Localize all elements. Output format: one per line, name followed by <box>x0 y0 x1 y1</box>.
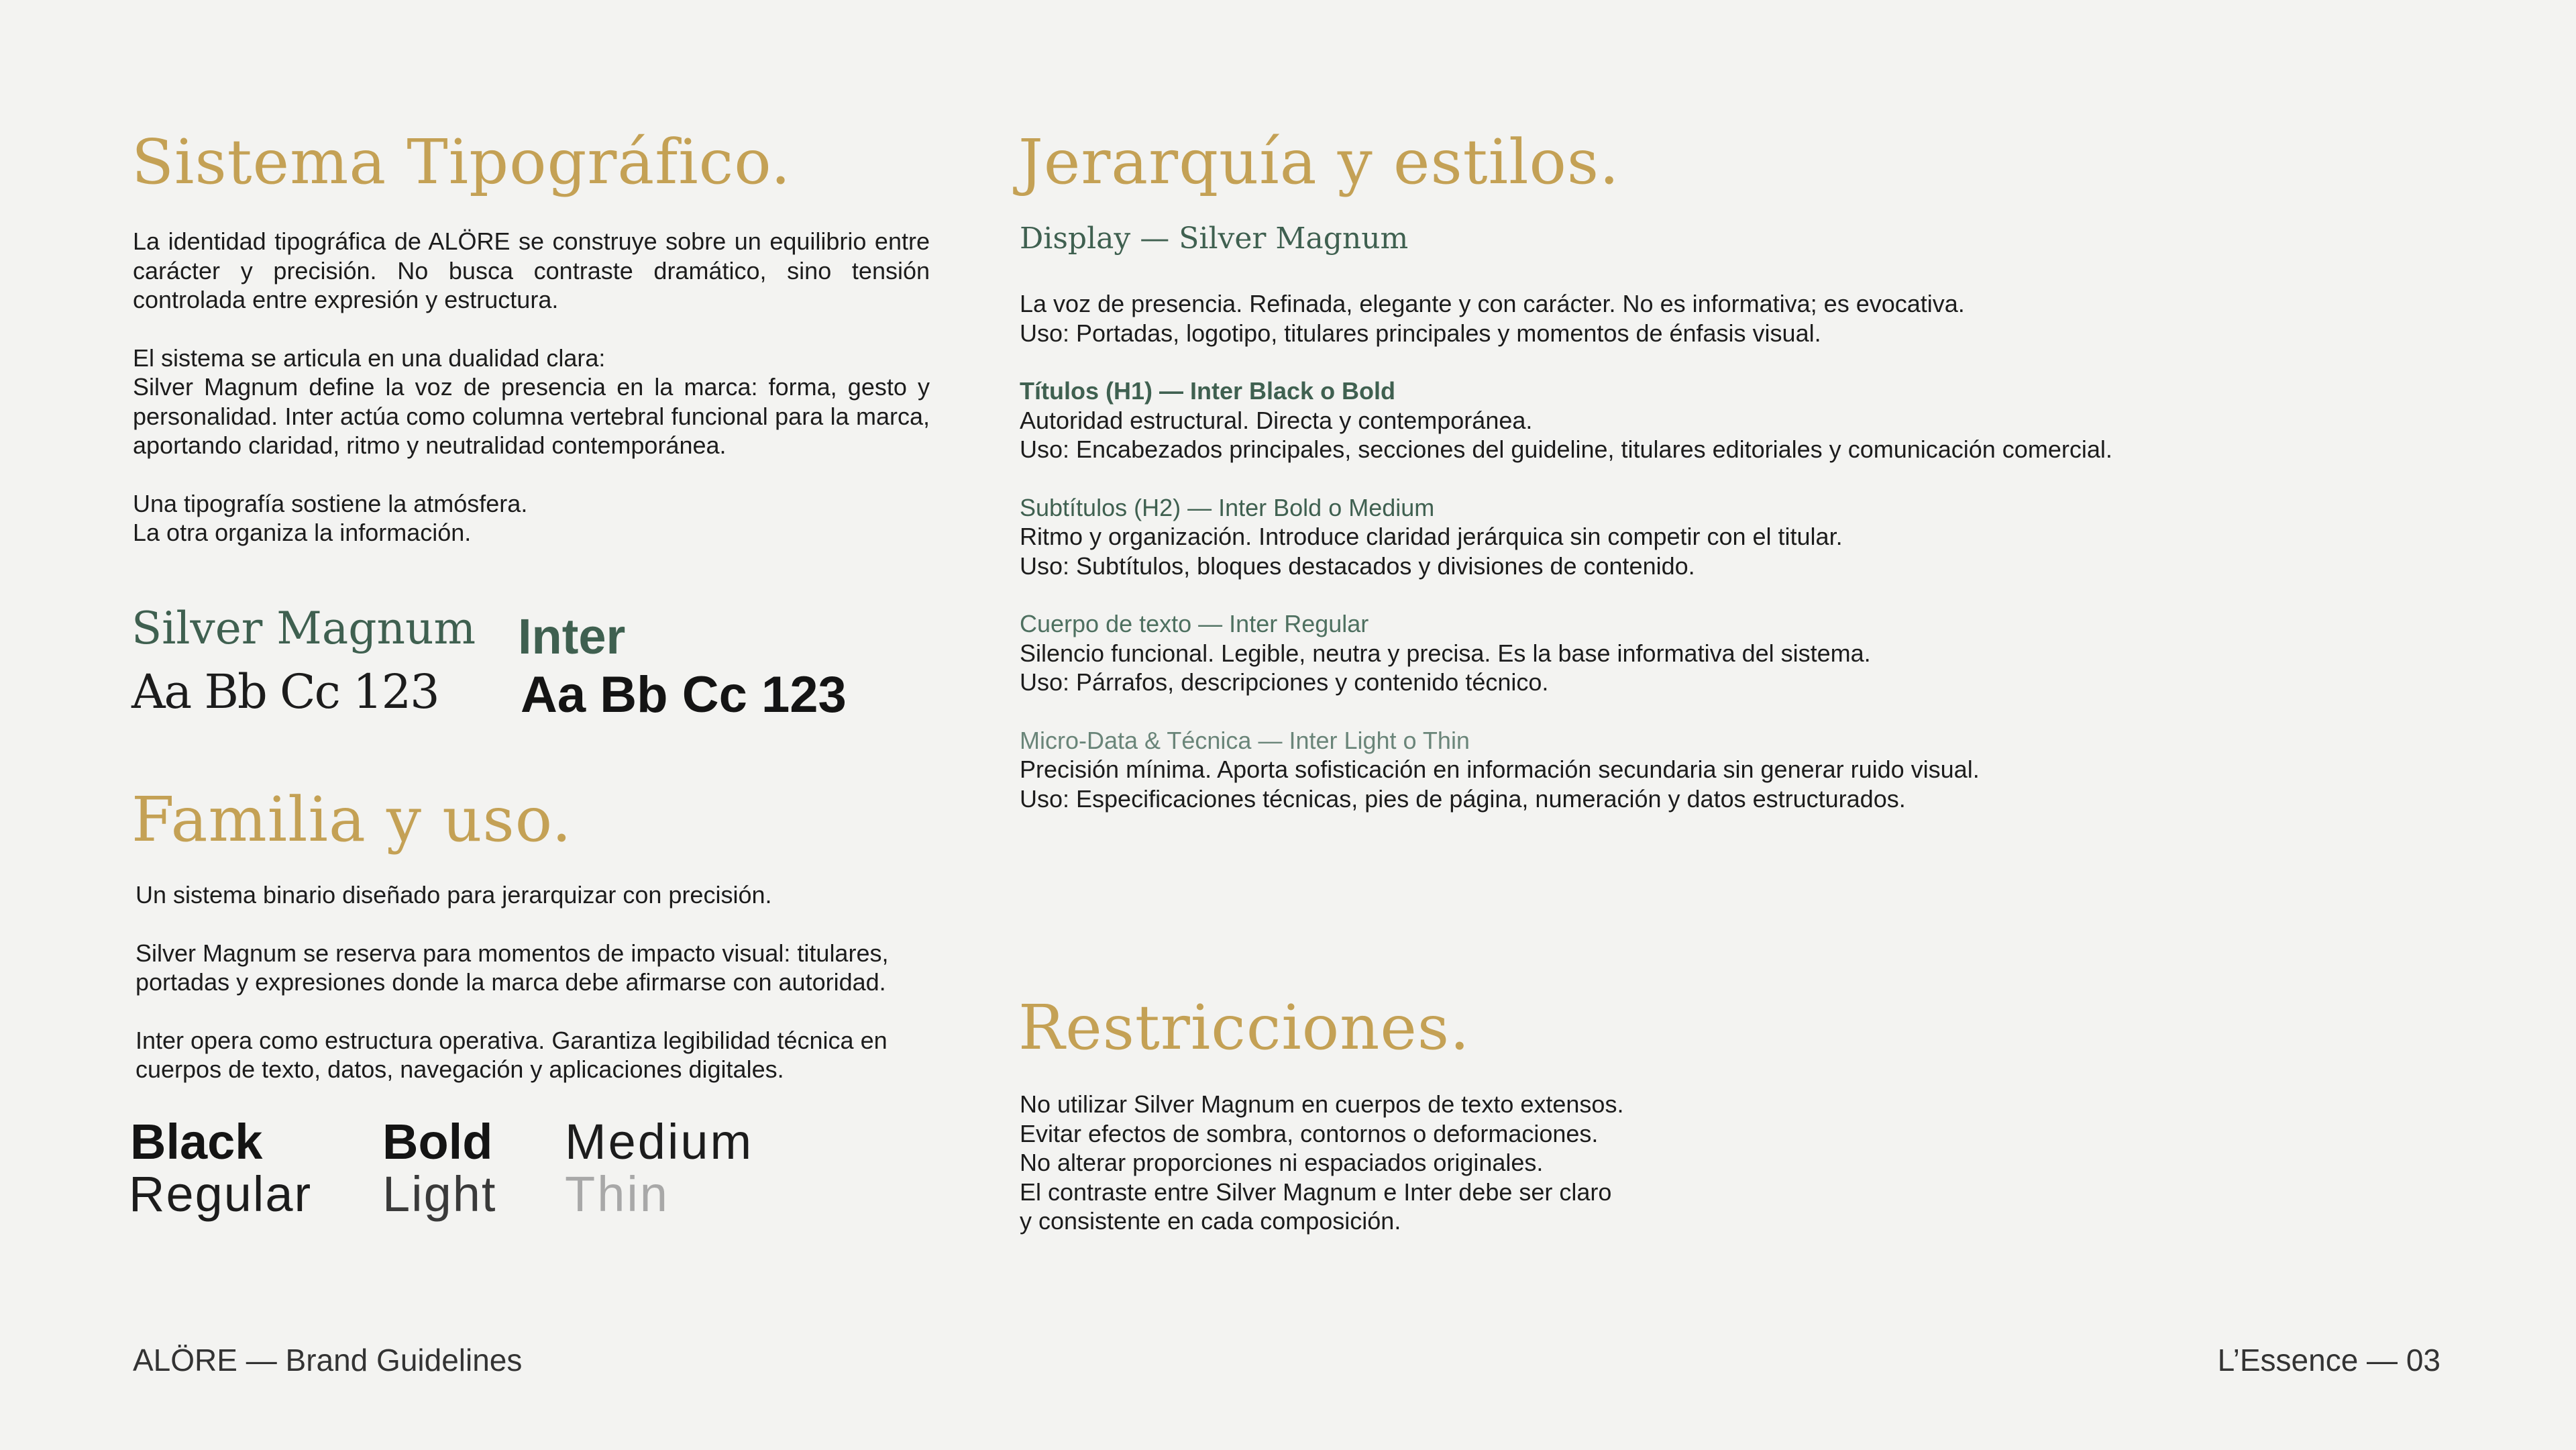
system-heading: Sistema Tipográfico. <box>131 126 792 198</box>
display-style-usage: Uso: Portadas, logotipo, titulares principales y momentos de énfasis visual. <box>1020 319 1821 347</box>
footer-page-number: L’Essence — 03 <box>2217 1343 2440 1378</box>
system-paragraph-3: Silver Magnum define la voz de presencia en la marca: forma, gesto y personalidad. Inter actúa como columna vertebral funcional para la marca, aportando claridad, ritmo y neutralidad contemporánea. <box>133 373 930 459</box>
restriction-4: El contraste entre Silver Magnum e Inter debe ser claro <box>1020 1178 1612 1206</box>
serif-glyph-sample: Aa Bb Cc 123 <box>131 664 439 719</box>
micro-style-desc: Precisión mínima. Aporta sofisticación en información secundaria sin generar ruido visual. <box>1020 756 1980 783</box>
family-paragraph-3a: Inter opera como estructura operativa. Garantiza legibilidad técnica en <box>136 1026 888 1054</box>
body-style-usage: Uso: Párrafos, descripciones y contenido técnico. <box>1020 668 1549 696</box>
family-heading: Familia y uso. <box>131 784 572 856</box>
system-paragraph-5: La otra organiza la información. <box>133 519 472 546</box>
family-description <box>136 880 967 1084</box>
micro-style-usage: Uso: Especificaciones técnicas, pies de página, numeración y datos estructurados. <box>1020 784 1906 813</box>
system-description <box>133 227 930 548</box>
hierarchy-heading: Jerarquía y estilos. <box>1018 126 1620 198</box>
system-paragraph-2: El sistema se articula en una dualidad clara: <box>133 344 606 372</box>
system-paragraph-4: Una tipografía sostiene la atmósfera. <box>133 489 528 517</box>
restriction-3: No alterar proporciones ni espaciados originales. <box>1020 1149 1544 1176</box>
display-style-title: Display — Silver Magnum <box>1020 221 1409 256</box>
family-paragraph-2b: portadas y expresiones donde la marca debe afirmarse con autoridad. <box>136 968 886 996</box>
restriction-2: Evitar efectos de sombra, contornos o deformaciones. <box>1020 1119 1599 1147</box>
sans-font-name: Inter <box>518 609 626 664</box>
family-paragraph-1: Un sistema binario diseñado para jerarquizar con precisión. <box>136 881 772 909</box>
restrictions-list <box>1020 1090 1959 1236</box>
sans-glyph-sample: Aa Bb Cc 123 <box>521 666 847 723</box>
h1-style-desc: Autoridad estructural. Directa y contemporánea. <box>1020 406 1533 434</box>
display-style-desc: La voz de presencia. Refinada, elegante y con carácter. No es informativa; es evocativa. <box>1020 290 1965 317</box>
weight-thin: Thin <box>565 1166 669 1222</box>
body-style-title: Cuerpo de texto — Inter Regular <box>1020 610 1369 637</box>
weight-light: Light <box>382 1166 497 1222</box>
footer-brand: ALÖRE — Brand Guidelines <box>133 1343 523 1378</box>
micro-style-title: Micro-Data & Técnica — Inter Light o Thin <box>1020 726 1470 754</box>
h2-style-title: Subtítulos (H2) — Inter Bold o Medium <box>1020 493 1435 521</box>
weight-medium: Medium <box>565 1114 754 1170</box>
body-style-desc: Silencio funcional. Legible, neutra y precisa. Es la base informativa del sistema. <box>1020 639 1871 667</box>
h1-style-title: Títulos (H1) — Inter Black o Bold <box>1020 377 1396 405</box>
hierarchy-list <box>1020 221 2496 813</box>
h2-style-usage: Uso: Subtítulos, bloques destacados y divisiones de contenido. <box>1020 552 1695 580</box>
serif-font-name: Silver Magnum <box>131 603 476 654</box>
weight-black: Black <box>130 1114 263 1170</box>
family-paragraph-2a: Silver Magnum se reserva para momentos de impacto visual: titulares, <box>136 939 889 967</box>
restrictions-heading: Restricciones. <box>1018 992 1470 1064</box>
restriction-5: y consistente en cada composición. <box>1020 1207 1401 1235</box>
weight-regular: Regular <box>129 1166 313 1222</box>
h1-style-usage: Uso: Encabezados principales, secciones del guideline, titulares editoriales y comunicación comercial. <box>1020 435 2112 463</box>
system-paragraph-1: La identidad tipográfica de ALÖRE se construye sobre un equilibrio entre carácter y precisión. No busca contraste dramático, sino tensión controlada entre expresión y estructura. <box>133 227 930 313</box>
restriction-1: No utilizar Silver Magnum en cuerpos de texto extensos. <box>1020 1090 1624 1118</box>
weight-bold: Bold <box>382 1114 493 1170</box>
family-paragraph-3b: cuerpos de texto, datos, navegación y aplicaciones digitales. <box>136 1055 784 1083</box>
h2-style-desc: Ritmo y organización. Introduce claridad jerárquica sin competir con el titular. <box>1020 523 1843 550</box>
